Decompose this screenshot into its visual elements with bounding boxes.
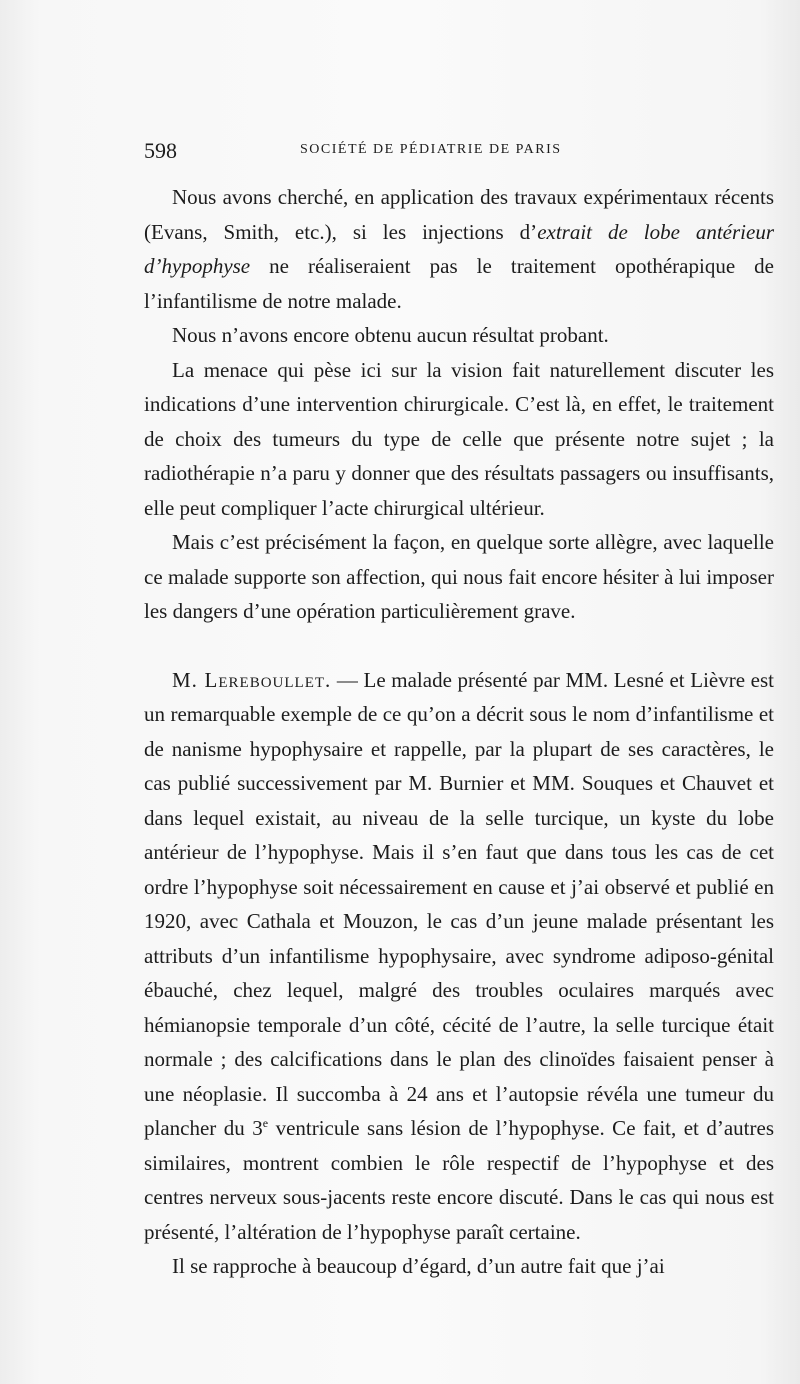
paragraph-injections-text: Nous avons cherché, en application des travaux expérimentaux récents (Evans, Smith, etc.), si les injections d’ — [144, 185, 774, 244]
paragraph-lereboullet-end: ventricule sans lésion de l’hypophyse. Ce fait, et d’autres similaires, montrent combien le rôle respectif de l’hypophyse et des centres nerveux sous-jacents reste encore discuté. Dans le cas qui nous est présenté, l’altération de l’hypophyse paraît certaine. — [144, 1116, 774, 1244]
paragraph-injections — [144, 180, 774, 318]
paragraph-hesitation: Mais c’est précisément la façon, en quelque sorte allègre, avec laquelle ce malade supporte son affection, qui nous fait encore hésiter à lui imposer les dangers d’une opération particulièrement grave. — [144, 530, 774, 623]
page-number: 598 — [144, 138, 177, 163]
paragraph-surgery: La menace qui pèse ici sur la vision fait naturellement discuter les indications d’une intervention chirurgicale. C’est là, en effet, le traitement de choix des tumeurs du type de celle que présente notre sujet ; la radiothérapie n’a paru y donner que des résultats passagers ou insuffisants, elle peut compliquer l’acte chirurgical ultérieur. — [144, 357, 774, 520]
running-head — [144, 138, 614, 168]
paragraph-no-result: Nous n’avons encore obtenu aucun résultat probant. — [172, 323, 609, 347]
paragraph-continuation: Il se rapproche à beaucoup d’égard, d’un autre fait que j’ai — [172, 1254, 665, 1278]
speaker-name: M. Lereboullet. — [172, 667, 332, 692]
paragraph-injections-end: ne réaliseraient pas le traitement opothérapique de l’infantilisme de notre malade. — [144, 254, 774, 313]
body-text — [144, 180, 774, 1284]
journal-title: SOCIÉTÉ DE PÉDIATRIE DE PARIS — [300, 142, 562, 157]
ordinal-superscript: e — [262, 1116, 269, 1130]
paragraph-lereboullet — [144, 663, 774, 1250]
paragraph-lereboullet-text: — Le malade présenté par MM. Lesné et Lièvre est un remarquable exemple de ce qu’on a décrit sous le nom d’infantilisme et de nanisme hypophysaire et rappelle, par la plupart de ses caractères, le cas publié successivement par M. Burnier et MM. Souques et Chauvet et dans lequel existait, au niveau de la selle turcique, un kyste du lobe antérieur de l’hypophyse. Mais il s’en faut que dans tous les cas de cet ordre l’hypophyse soit nécessairement en cause et j’ai observé et publié en 1920, avec Cathala et Mouzon, le cas d’un jeune malade présentant les attributs d’un infantilisme hypophysaire, avec syndrome adiposo-génital ébauché, chez lequel, malgré des troubles oculaires marqués avec hémianopsie temporale d’un côté, cécité de l’autre, la selle turcique était normale ; des calcifications dans le plan des clinoïdes faisaient penser à une néoplasie. Il succomba à 24 ans et l’autopsie révéla une tumeur du plancher du 3 — [144, 667, 774, 1140]
paragraph-injections-italic: extrait de lobe antérieur d’hypophyse — [144, 219, 775, 278]
